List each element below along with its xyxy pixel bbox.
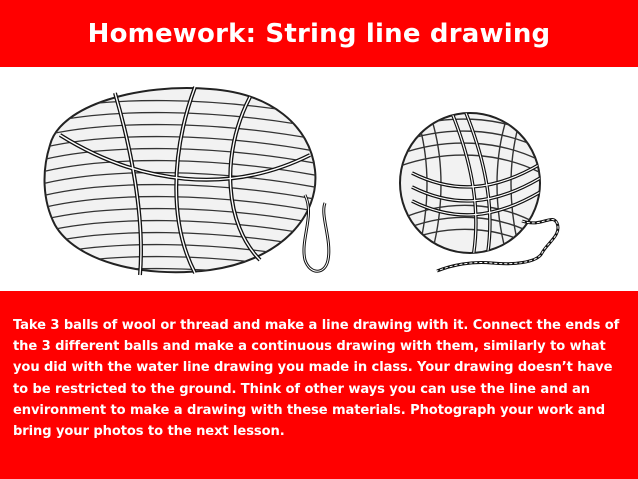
illustration-area	[0, 67, 638, 291]
instructions-text: Take 3 balls of wool or thread and make a line drawing with it. Connect the ends of the 3 different balls and make a continuous drawing with them, similarly to what you did with the water line drawing you made in class. Your drawing doesn’t have to be restricted to the ground. Think of other ways you can use the line and an environment to make a drawing with these materials. Photograph your work and bring your photos to the next lesson.	[13, 318, 620, 440]
yarn-ball-icon	[392, 103, 592, 283]
instructions-panel	[0, 291, 638, 479]
wool-skein-icon	[20, 75, 350, 283]
title-banner	[0, 0, 638, 67]
slide-title: Homework: String line drawing	[87, 18, 551, 49]
